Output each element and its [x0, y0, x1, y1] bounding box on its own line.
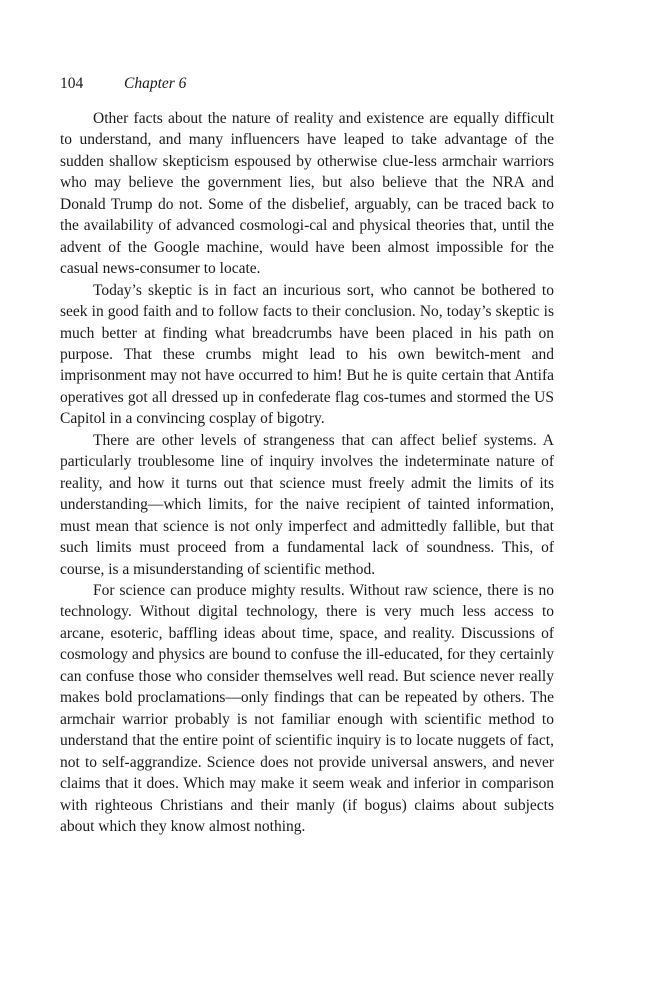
body-text [60, 108, 554, 837]
page-number: 104 [60, 75, 84, 92]
paragraph-3: There are other levels of strangeness that can affect belief systems. A particularly troublesome line of inquiry involves the indeterminate nature of reality, and how it turns out that science must freely admit the limits of its understanding—which limits, for the naive recipient of tainted information, must mean that science is not only imperfect and admittedly fallible, but that such limits must proceed from a fundamental lack of soundness. This, of course, is a misunderstanding of scientific method. [60, 431, 554, 578]
chapter-title: Chapter 6 [124, 75, 187, 92]
paragraph-1: Other facts about the nature of reality and existence are equally difficult to understand, and many influencers have leaped to take advantage of the sudden shallow skepticism espoused by otherwise clue-less armchair warriors who may believe the government lies, but also believe that the NRA and Donald Trump do not. Some of the disbelief, arguably, can be traced back to the availability of advanced cosmologi-cal and physical theories that, until the advent of the Google machine, would have been almost impossible for the casual news-consumer to locate. [60, 110, 554, 278]
book-page [60, 74, 554, 837]
paragraph-2: Today’s skeptic is in fact an incurious sort, who cannot be bothered to seek in good faith and to follow facts to their conclusion. No, today’s skeptic is much better at finding what breadcrumbs have been placed in his path on purpose. That these crumbs might lead to his own bewitch-ment and imprisonment may not have occurred to him! But he is quite certain that Antifa operatives got all dressed up in confederate flag cos-tumes and stormed the US Capitol in a convincing cosplay of bigotry. [60, 281, 554, 428]
running-head [60, 74, 554, 94]
paragraph-4: For science can produce mighty results. Without raw science, there is no technology. Without digital technology, there is very much less access to arcane, esoteric, baffling ideas about time, space, and reality. Discussions of cosmology and physics are bound to confuse the ill-educated, for they certainly can confuse those who consider themselves well read. But science never really makes bold proclamations—only findings that can be repeated by others. The armchair warrior probably is not familiar enough with scientific method to understand that the entire point of scientific inquiry is to locate nuggets of fact, not to self-aggrandize. Science does not provide universal answers, and never claims that it does. Which may make it seem weak and inferior in comparison with righteous Christians and their manly (if bogus) claims about subjects about which they know almost nothing. [60, 581, 554, 835]
